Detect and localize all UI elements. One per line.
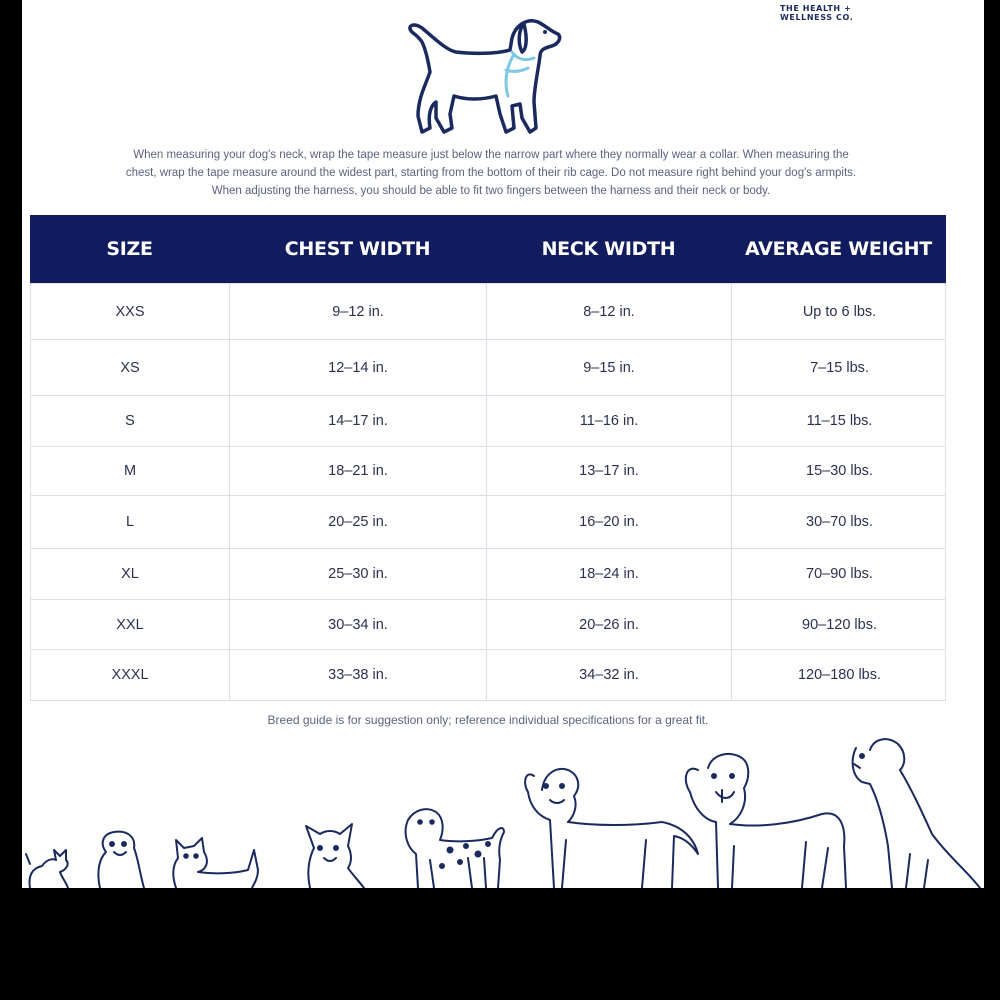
cell-neck-width: 20–26 in. (487, 600, 732, 649)
cell-neck-width: 8–12 in. (487, 284, 732, 339)
chihuahua-icon (26, 850, 68, 888)
table-row (31, 650, 945, 700)
breed-guide-footnote: Breed guide is for suggestion only; reference individual specifications for a great fit. (267, 713, 709, 727)
cell-size: XXXL (31, 650, 230, 700)
cell-size: M (31, 447, 230, 495)
cell-neck-width: 18–24 in. (487, 549, 732, 599)
table-row (31, 447, 945, 496)
dog-breed-lineup (22, 730, 984, 888)
table-row (31, 284, 945, 340)
dalmatian-icon (406, 809, 504, 888)
cell-size: L (31, 496, 230, 548)
labrador-icon (525, 769, 698, 888)
cell-average-weight: 90–120 lbs. (802, 616, 877, 633)
cell-neck-width: 9–15 in. (487, 340, 732, 395)
header-size: SIZE (106, 238, 153, 260)
cell-size: XS (31, 340, 230, 395)
cell-neck-width: 11–16 in. (487, 396, 732, 446)
instructions-line-2: chest, wrap the tape measure around the widest part, starting from the bottom of their rib cage. Do not measure right behind your dog's armpits. (125, 167, 857, 179)
size-chart-page (22, 0, 984, 888)
brand-line-2: WELLNESS CO. (780, 13, 854, 22)
table-row (31, 340, 945, 396)
cell-average-weight: Up to 6 lbs. (802, 303, 877, 320)
table-body (30, 283, 946, 701)
cell-average-weight: 7–15 lbs. (810, 359, 869, 376)
cell-chest-width: 9–12 in. (230, 284, 487, 339)
table-row (31, 549, 945, 600)
pug-icon (98, 832, 144, 888)
cell-size: S (31, 396, 230, 446)
cell-chest-width: 12–14 in. (230, 340, 487, 395)
cell-neck-width: 13–17 in. (487, 447, 732, 495)
cell-average-weight: 120–180 lbs. (797, 667, 882, 683)
table-row (31, 396, 945, 447)
cell-average-weight: 30–70 lbs. (806, 514, 873, 530)
cell-neck-width: 34–32 in. (487, 650, 732, 700)
table-row (31, 496, 945, 549)
cell-chest-width: 30–34 in. (230, 600, 487, 649)
cell-chest-width: 14–17 in. (230, 396, 487, 446)
dog-with-harness-icon (400, 10, 566, 140)
great-dane-icon (853, 739, 980, 888)
cell-average-weight: 70–90 lbs. (806, 566, 873, 582)
table-header (30, 215, 946, 283)
table-row (31, 600, 945, 650)
cell-size: XL (31, 549, 230, 599)
yorkie-icon (173, 838, 258, 888)
cell-average-weight: 15–30 lbs. (806, 463, 873, 479)
header-chest-width: CHEST WIDTH (284, 238, 431, 260)
header-average-weight: AVERAGE WEIGHT (745, 238, 932, 260)
cell-chest-width: 25–30 in. (230, 549, 487, 599)
instructions-line-1: When measuring your dog's neck, wrap the tape measure just below the narrow part where they normally wear a collar. When measuring the (133, 149, 849, 161)
mastiff-icon (686, 754, 846, 888)
measuring-instructions (30, 146, 952, 200)
french-bulldog-icon (306, 824, 364, 888)
cell-neck-width: 16–20 in. (487, 496, 732, 548)
size-table (30, 215, 946, 701)
cell-chest-width: 20–25 in. (230, 496, 487, 548)
cell-average-weight: 11–15 lbs. (806, 413, 873, 429)
header-neck-width: NECK WIDTH (541, 238, 676, 260)
cell-chest-width: 33–38 in. (230, 650, 487, 700)
cell-size: XXS (31, 284, 230, 339)
instructions-line-3: When adjusting the harness, you should be able to fit two fingers between the harness and their neck or body. (211, 185, 771, 197)
cell-chest-width: 18–21 in. (230, 447, 487, 495)
cell-size: XXL (31, 600, 230, 649)
brand-logo (780, 4, 853, 22)
brand-line-1: THE HEALTH + (780, 4, 852, 13)
